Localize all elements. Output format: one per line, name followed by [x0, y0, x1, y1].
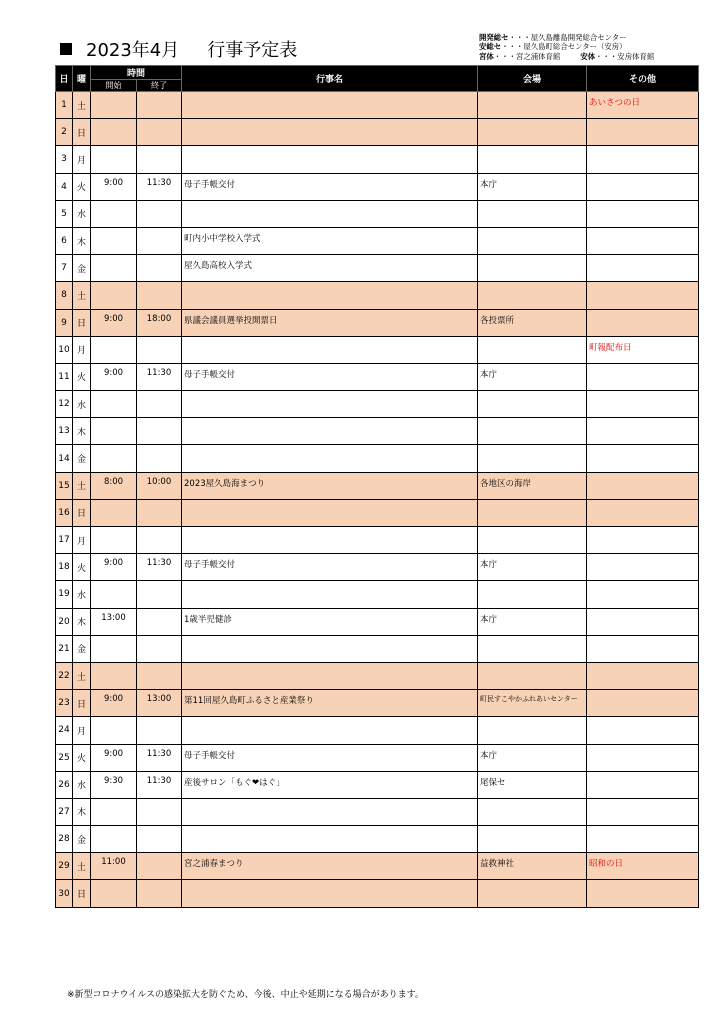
start-time-cell: [91, 119, 137, 146]
other-cell: [587, 662, 699, 689]
day-cell: 17: [56, 527, 73, 554]
day-cell: 11: [56, 363, 73, 390]
weekday-cell: 水: [73, 771, 91, 798]
venue-cell: [478, 255, 587, 282]
venue-cell: 本庁: [478, 744, 587, 771]
end-time-cell: [137, 635, 182, 662]
venue-cell: [478, 499, 587, 526]
header-day: 日: [56, 66, 73, 92]
weekday-cell: 火: [73, 744, 91, 771]
event-cell: [182, 581, 478, 608]
header-dow: 曜: [73, 66, 91, 92]
start-time-cell: [91, 826, 137, 853]
day-cell: 13: [56, 418, 73, 445]
other-cell: [587, 472, 699, 499]
table-row: [56, 662, 699, 689]
table-row: [56, 499, 699, 526]
legend-line: 安総セ・・・屋久島町総合センター（安房）: [479, 42, 627, 52]
other-cell: [587, 771, 699, 798]
start-time-cell: 13:00: [91, 608, 137, 635]
event-cell: [182, 146, 478, 173]
footnote: ※新型コロナウイルスの感染拡大を防ぐため、今後、中止や延期になる場合があります。: [67, 990, 424, 1000]
other-cell: [587, 635, 699, 662]
event-cell: [182, 798, 478, 825]
end-time-cell: [137, 227, 182, 254]
table-row: [56, 255, 699, 282]
other-cell: [587, 146, 699, 173]
table-row: [56, 363, 699, 390]
start-time-cell: [91, 282, 137, 309]
day-cell: 20: [56, 608, 73, 635]
start-time-cell: [91, 581, 137, 608]
weekday-cell: 木: [73, 227, 91, 254]
start-time-cell: 8:00: [91, 472, 137, 499]
other-cell: [587, 363, 699, 390]
end-time-cell: 10:00: [137, 472, 182, 499]
end-time-cell: [137, 282, 182, 309]
weekday-cell: 月: [73, 146, 91, 173]
day-cell: 4: [56, 173, 73, 200]
end-time-cell: [137, 391, 182, 418]
day-cell: 12: [56, 391, 73, 418]
start-time-cell: [91, 255, 137, 282]
weekday-cell: 水: [73, 200, 91, 227]
weekday-cell: 日: [73, 309, 91, 336]
title-month: 2023年4月: [86, 40, 180, 61]
end-time-cell: 11:30: [137, 771, 182, 798]
start-time-cell: [91, 418, 137, 445]
venue-cell: [478, 282, 587, 309]
event-cell: [182, 119, 478, 146]
day-cell: 26: [56, 771, 73, 798]
venue-cell: [478, 880, 587, 907]
table-row: [56, 472, 699, 499]
end-time-cell: [137, 418, 182, 445]
end-time-cell: [137, 581, 182, 608]
end-time-cell: [137, 662, 182, 689]
table-row: [56, 554, 699, 581]
weekday-cell: 金: [73, 635, 91, 662]
venue-cell: [478, 717, 587, 744]
day-cell: 8: [56, 282, 73, 309]
start-time-cell: 9:00: [91, 554, 137, 581]
table-row: [56, 173, 699, 200]
weekday-cell: 土: [73, 472, 91, 499]
end-time-cell: [137, 527, 182, 554]
venue-cell: [478, 200, 587, 227]
event-cell: 宮之浦春まつり: [182, 853, 478, 880]
header-time: 時間: [91, 66, 182, 80]
weekday-cell: 土: [73, 662, 91, 689]
other-cell: [587, 173, 699, 200]
event-cell: [182, 418, 478, 445]
venue-cell: 本庁: [478, 363, 587, 390]
weekday-cell: 土: [73, 92, 91, 119]
event-cell: 母子手帳交付: [182, 173, 478, 200]
other-cell: [587, 744, 699, 771]
header-venue: 会場: [478, 66, 587, 92]
table-row: [56, 227, 699, 254]
event-cell: 屋久島高校入学式: [182, 255, 478, 282]
other-cell: [587, 826, 699, 853]
event-cell: [182, 635, 478, 662]
venue-cell: 益救神社: [478, 853, 587, 880]
other-cell: 町報配布日: [587, 336, 699, 363]
venue-cell: [478, 391, 587, 418]
day-cell: 16: [56, 499, 73, 526]
weekday-cell: 火: [73, 363, 91, 390]
title-name: 行事予定表: [207, 40, 298, 61]
table-row: [56, 200, 699, 227]
other-cell: [587, 554, 699, 581]
table-row: [56, 445, 699, 472]
other-cell: [587, 391, 699, 418]
event-cell: 母子手帳交付: [182, 744, 478, 771]
end-time-cell: [137, 445, 182, 472]
venue-cell: [478, 227, 587, 254]
start-time-cell: 9:00: [91, 173, 137, 200]
end-time-cell: [137, 608, 182, 635]
header-event: 行事名: [182, 66, 478, 92]
day-cell: 5: [56, 200, 73, 227]
venue-cell: [478, 798, 587, 825]
venue-cell: [478, 635, 587, 662]
event-cell: [182, 717, 478, 744]
event-cell: 第11回屋久島町ふるさと産業祭り: [182, 690, 478, 717]
day-cell: 23: [56, 690, 73, 717]
event-cell: [182, 391, 478, 418]
start-time-cell: [91, 445, 137, 472]
end-time-cell: [137, 200, 182, 227]
square-bullet-icon: [60, 43, 72, 55]
table-row: [56, 771, 699, 798]
weekday-cell: 水: [73, 391, 91, 418]
day-cell: 15: [56, 472, 73, 499]
event-cell: [182, 499, 478, 526]
start-time-cell: 9:30: [91, 771, 137, 798]
end-time-cell: [137, 146, 182, 173]
table-row: [56, 309, 699, 336]
header-start: 開始: [91, 80, 137, 92]
day-cell: 10: [56, 336, 73, 363]
start-time-cell: [91, 499, 137, 526]
end-time-cell: [137, 336, 182, 363]
weekday-cell: 火: [73, 173, 91, 200]
table-row: [56, 880, 699, 907]
start-time-cell: 9:00: [91, 744, 137, 771]
venue-cell: [478, 445, 587, 472]
day-cell: 6: [56, 227, 73, 254]
legend-line: 宮体・・・宮之浦体育館 安体・・・安房体育館: [479, 51, 655, 61]
day-cell: 27: [56, 798, 73, 825]
end-time-cell: 11:30: [137, 744, 182, 771]
table-row: [56, 635, 699, 662]
weekday-cell: 木: [73, 418, 91, 445]
table-row: [56, 608, 699, 635]
header-end: 終了: [137, 80, 182, 92]
other-cell: [587, 200, 699, 227]
venue-cell: 各投票所: [478, 309, 587, 336]
page-title: [60, 36, 297, 62]
event-cell: 母子手帳交付: [182, 363, 478, 390]
weekday-cell: 日: [73, 880, 91, 907]
start-time-cell: 9:00: [91, 690, 137, 717]
day-cell: 19: [56, 581, 73, 608]
day-cell: 28: [56, 826, 73, 853]
weekday-cell: 日: [73, 499, 91, 526]
day-cell: 3: [56, 146, 73, 173]
event-cell: [182, 445, 478, 472]
table-row: [56, 744, 699, 771]
day-cell: 25: [56, 744, 73, 771]
event-cell: [182, 92, 478, 119]
weekday-cell: 木: [73, 608, 91, 635]
start-time-cell: [91, 391, 137, 418]
weekday-cell: 金: [73, 826, 91, 853]
other-cell: 昭和の日: [587, 853, 699, 880]
end-time-cell: [137, 499, 182, 526]
other-cell: [587, 309, 699, 336]
other-cell: [587, 690, 699, 717]
start-time-cell: 9:00: [91, 309, 137, 336]
venue-cell: [478, 146, 587, 173]
other-cell: [587, 499, 699, 526]
table-row: [56, 418, 699, 445]
weekday-cell: 月: [73, 527, 91, 554]
weekday-cell: 金: [73, 445, 91, 472]
other-cell: [587, 608, 699, 635]
event-cell: 母子手帳交付: [182, 554, 478, 581]
end-time-cell: [137, 92, 182, 119]
other-cell: [587, 717, 699, 744]
start-time-cell: 9:00: [91, 363, 137, 390]
venue-cell: [478, 527, 587, 554]
end-time-cell: 11:30: [137, 173, 182, 200]
header-other: その他: [587, 66, 699, 92]
weekday-cell: 月: [73, 336, 91, 363]
day-cell: 9: [56, 309, 73, 336]
start-time-cell: [91, 336, 137, 363]
event-cell: 県議会議員選挙投開票日: [182, 309, 478, 336]
event-cell: [182, 200, 478, 227]
end-time-cell: 11:30: [137, 554, 182, 581]
end-time-cell: [137, 826, 182, 853]
weekday-cell: 木: [73, 798, 91, 825]
table-row: [56, 119, 699, 146]
event-cell: [182, 880, 478, 907]
event-cell: 産後サロン「もぐ❤はぐ」: [182, 771, 478, 798]
other-cell: [587, 282, 699, 309]
end-time-cell: [137, 853, 182, 880]
day-cell: 29: [56, 853, 73, 880]
venue-cell: 町民すこやかふれあいセンター: [478, 690, 587, 717]
start-time-cell: [91, 227, 137, 254]
end-time-cell: [137, 880, 182, 907]
event-cell: [182, 282, 478, 309]
end-time-cell: [137, 119, 182, 146]
table-row: [56, 826, 699, 853]
end-time-cell: [137, 717, 182, 744]
day-cell: 24: [56, 717, 73, 744]
end-time-cell: [137, 798, 182, 825]
end-time-cell: 18:00: [137, 309, 182, 336]
venue-cell: 本庁: [478, 608, 587, 635]
table-row: [56, 146, 699, 173]
weekday-cell: 火: [73, 554, 91, 581]
other-cell: [587, 445, 699, 472]
event-cell: 1歳半児健診: [182, 608, 478, 635]
event-cell: [182, 336, 478, 363]
start-time-cell: [91, 717, 137, 744]
day-cell: 14: [56, 445, 73, 472]
table-row: [56, 717, 699, 744]
event-cell: [182, 826, 478, 853]
weekday-cell: 月: [73, 717, 91, 744]
venue-cell: [478, 418, 587, 445]
weekday-cell: 日: [73, 119, 91, 146]
venue-cell: [478, 826, 587, 853]
end-time-cell: 13:00: [137, 690, 182, 717]
event-cell: 2023屋久島海まつり: [182, 472, 478, 499]
schedule-table: [55, 65, 699, 908]
start-time-cell: 11:00: [91, 853, 137, 880]
venue-cell: 各地区の海岸: [478, 472, 587, 499]
start-time-cell: [91, 635, 137, 662]
other-cell: [587, 880, 699, 907]
start-time-cell: [91, 527, 137, 554]
venue-cell: 本庁: [478, 173, 587, 200]
weekday-cell: 日: [73, 690, 91, 717]
event-cell: [182, 527, 478, 554]
other-cell: [587, 227, 699, 254]
start-time-cell: [91, 146, 137, 173]
start-time-cell: [91, 662, 137, 689]
weekday-cell: 水: [73, 581, 91, 608]
table-row: [56, 92, 699, 119]
start-time-cell: [91, 200, 137, 227]
event-cell: 町内小中学校入学式: [182, 227, 478, 254]
end-time-cell: [137, 255, 182, 282]
day-cell: 30: [56, 880, 73, 907]
table-row: [56, 282, 699, 309]
event-cell: [182, 662, 478, 689]
venue-cell: [478, 662, 587, 689]
other-cell: [587, 255, 699, 282]
table-row: [56, 336, 699, 363]
start-time-cell: [91, 798, 137, 825]
other-cell: [587, 119, 699, 146]
venue-legend: [479, 33, 654, 61]
other-cell: [587, 798, 699, 825]
day-cell: 1: [56, 92, 73, 119]
weekday-cell: 土: [73, 282, 91, 309]
venue-cell: [478, 92, 587, 119]
other-cell: [587, 581, 699, 608]
day-cell: 2: [56, 119, 73, 146]
venue-cell: [478, 336, 587, 363]
day-cell: 22: [56, 662, 73, 689]
other-cell: [587, 527, 699, 554]
start-time-cell: [91, 880, 137, 907]
day-cell: 7: [56, 255, 73, 282]
weekday-cell: 金: [73, 255, 91, 282]
legend-line: 開発総セ・・・屋久島離島開発総合センター: [479, 33, 627, 42]
venue-cell: [478, 581, 587, 608]
day-cell: 21: [56, 635, 73, 662]
other-cell: [587, 418, 699, 445]
table-row: [56, 690, 699, 717]
table-row: [56, 581, 699, 608]
venue-cell: 尾保セ: [478, 771, 587, 798]
table-row: [56, 853, 699, 880]
table-row: [56, 391, 699, 418]
weekday-cell: 土: [73, 853, 91, 880]
venue-cell: [478, 119, 587, 146]
table-row: [56, 527, 699, 554]
other-cell: あいさつの日: [587, 92, 699, 119]
day-cell: 18: [56, 554, 73, 581]
table-row: [56, 798, 699, 825]
venue-cell: 本庁: [478, 554, 587, 581]
start-time-cell: [91, 92, 137, 119]
end-time-cell: 11:30: [137, 363, 182, 390]
